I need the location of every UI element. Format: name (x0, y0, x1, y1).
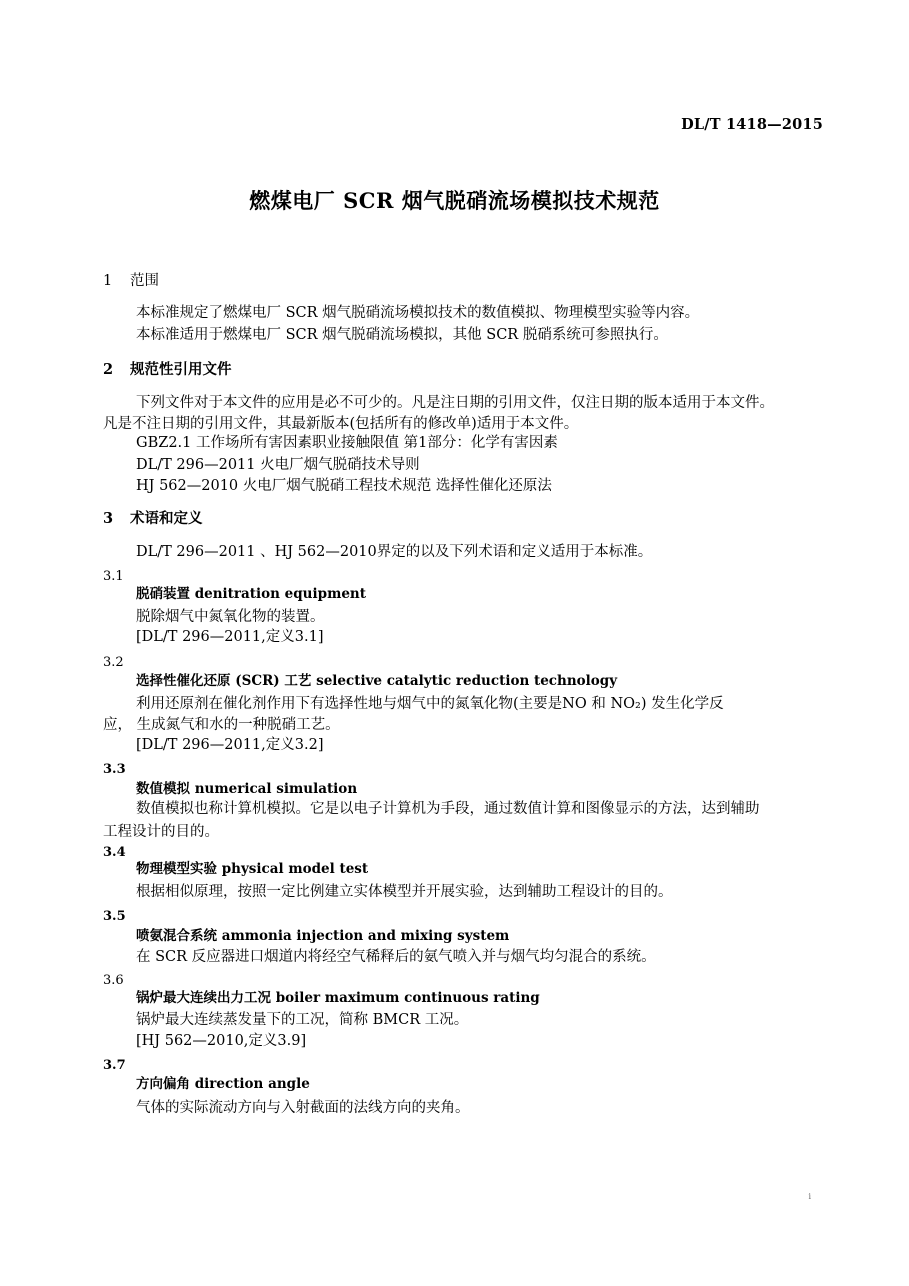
term-heading: 脱硝装置 denitration equipment (136, 586, 366, 602)
section-2-heading: 规范性引用文件 (130, 361, 232, 378)
term-definition: 利用还原剂在催化剂作用下有选择性地与烟气中的氮氧化物(主要是NO 和 NO₂) 发生化学反 (136, 696, 724, 712)
section-3-number: 3 (103, 510, 114, 527)
term-definition: 应， 生成氮气和水的一种脱硝工艺。 (103, 717, 340, 733)
term-definition: 脱除烟气中氮氧化物的装置。 (136, 609, 325, 625)
term-heading: 锅炉最大连续出力工况 boiler maximum continuous rating (136, 990, 540, 1006)
term-definition: 工程设计的目的。 (103, 824, 219, 840)
term-number: 3.5 (103, 909, 126, 924)
reference-item: HJ 562—2010 火电厂烟气脱硝工程技术规范 选择性催化还原法 (136, 478, 552, 494)
term-source: [HJ 562—2010,定义3.9] (136, 1033, 307, 1049)
term-number: 3.1 (103, 569, 124, 584)
term-number: 3.4 (103, 845, 126, 860)
reference-item: DL/T 296—2011 火电厂烟气脱硝技术导则 (136, 457, 420, 473)
term-heading: 数值模拟 numerical simulation (136, 781, 358, 797)
section-1-line: 本标准适用于燃煤电厂 SCR 烟气脱硝流场模拟，其他 SCR 脱硝系统可参照执行。 (136, 327, 668, 343)
section-3-heading: 术语和定义 (130, 510, 203, 527)
term-definition: 气体的实际流动方向与入射截面的法线方向的夹角。 (136, 1100, 470, 1116)
term-heading: 方向偏角 direction angle (136, 1076, 310, 1092)
term-definition: 数值模拟也称计算机模拟。它是以电子计算机为手段，通过数值计算和图像显示的方法，达到辅助 (136, 801, 760, 817)
term-heading: 选择性催化还原 (SCR) 工艺 selective catalytic reduction technology (136, 673, 618, 689)
term-source: [DL/T 296—2011,定义3.1] (136, 629, 324, 645)
section-3-line: DL/T 296—2011 、HJ 562—2010界定的以及下列术语和定义适用于本标准。 (136, 544, 653, 560)
section-2-line: 凡是不注日期的引用文件，其最新版本(包括所有的修改单)适用于本文件。 (103, 416, 579, 432)
term-definition: 在 SCR 反应器进口烟道内将经空气稀释后的氨气喷入并与烟气均匀混合的系统。 (136, 949, 656, 965)
term-definition: 根据相似原理，按照一定比例建立实体模型并开展实验，达到辅助工程设计的目的。 (136, 884, 673, 900)
term-number: 3.3 (103, 762, 126, 777)
reference-item: GBZ2.1 工作场所有害因素职业接触限值 第1部分：化学有害因素 (136, 435, 558, 451)
term-heading: 物理模型实验 physical model test (136, 861, 369, 877)
term-number: 3.2 (103, 655, 124, 670)
term-source: [DL/T 296—2011,定义3.2] (136, 737, 324, 753)
section-1-line: 本标准规定了燃煤电厂 SCR 烟气脱硝流场模拟技术的数值模拟、物理模型实验等内容。 (136, 305, 700, 321)
term-definition: 锅炉最大连续蒸发量下的工况，简称 BMCR 工况。 (136, 1012, 469, 1028)
term-number: 3.6 (103, 973, 124, 988)
page-mark: i (808, 1192, 811, 1201)
page-title: 燃煤电厂 SCR 烟气脱硝流场模拟技术规范 (249, 188, 660, 213)
document-number: DL/T 1418—2015 (681, 116, 823, 133)
term-heading: 喷氨混合系统 ammonia injection and mixing system (136, 928, 510, 944)
section-1-heading: 范围 (130, 273, 159, 289)
section-2-line: 下列文件对于本文件的应用是必不可少的。凡是注日期的引用文件，仅注日期的版本适用于本文件。 (136, 395, 774, 411)
section-1-number: 1 (103, 273, 113, 289)
section-2-number: 2 (103, 361, 114, 378)
term-number: 3.7 (103, 1058, 126, 1073)
